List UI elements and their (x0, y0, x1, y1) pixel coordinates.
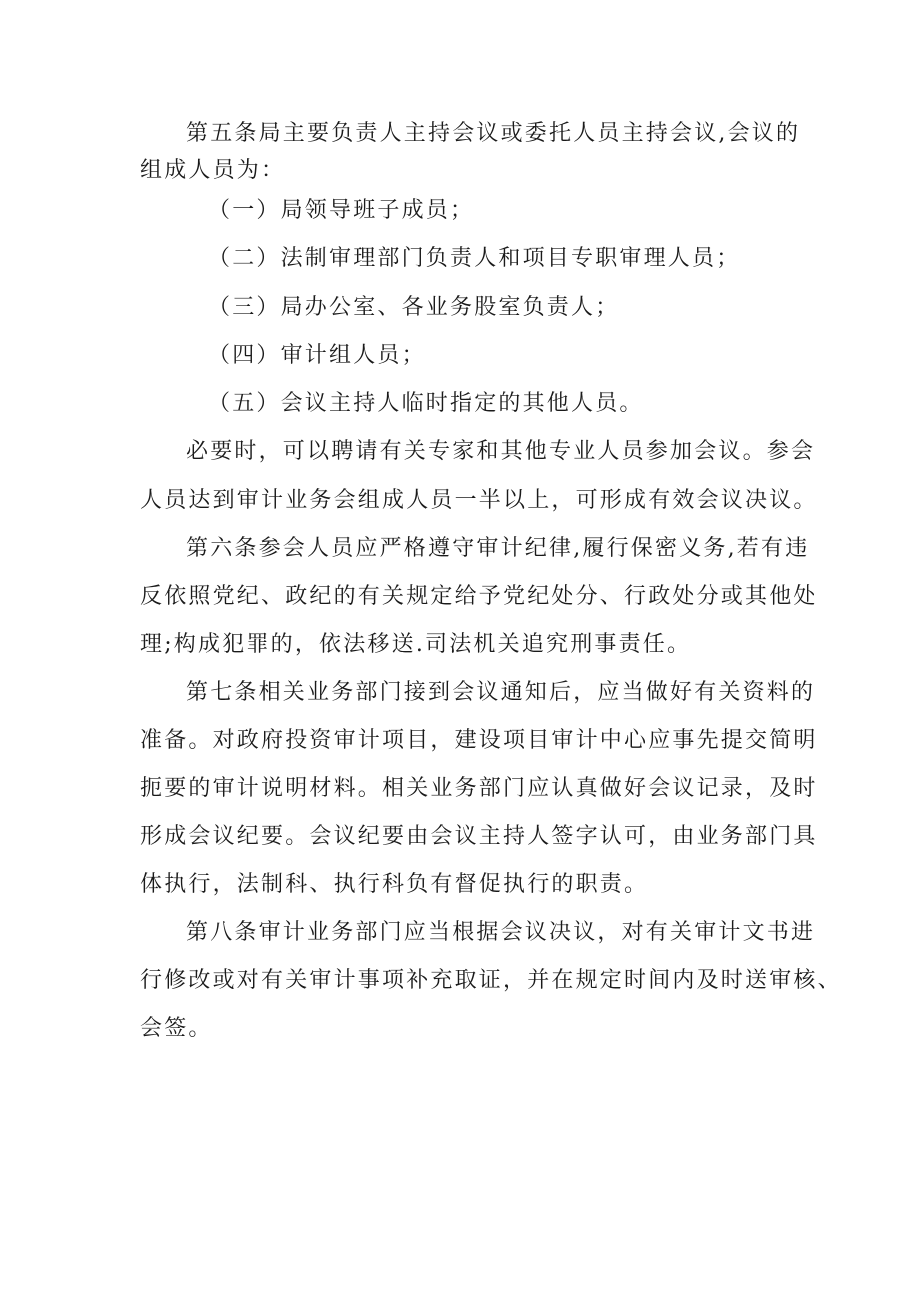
article-6-line-1: 第六条参会人员应严格遵守审计纪律,履行保密义务,若有违 (186, 536, 810, 561)
list-item-3: （三）局办公室、各业务股室负责人； (208, 295, 620, 320)
note-line-1: 必要时，可以聘请有关专家和其他专业人员参加会议。参会 (186, 439, 816, 464)
article-5-line-2: 组成人员为： (140, 158, 286, 183)
list-item-2: （二）法制审理部门负责人和项目专职审理人员； (208, 246, 741, 271)
article-6-line-2: 反依照党纪、政纪的有关规定给予党纪处分、行政处分或其他处 (140, 584, 818, 609)
article-6-line-3: 理;构成犯罪的，依法移送.司法机关追究刑事责任。 (140, 632, 692, 657)
article-7-line-4: 形成会议纪要。会议纪要由会议主持人签字认可，由业务部门具 (140, 824, 818, 849)
article-7-line-2: 准备。对政府投资审计项目，建设项目审计中心应事先提交简明 (140, 728, 818, 753)
article-7-line-3: 扼要的审计说明材料。相关业务部门应认真做好会议记录，及时 (140, 776, 818, 801)
article-8-line-3: 会签。 (140, 1016, 213, 1041)
article-7-line-5: 体执行，法制科、执行科负有督促执行的职责。 (140, 872, 649, 897)
article-8-line-2: 行修改或对有关审计事项补充取证，并在规定时间内及时送审核、 (140, 968, 842, 993)
list-item-1: （一）局领导班子成员； (208, 198, 475, 223)
article-7-line-1: 第七条相关业务部门接到会议通知后，应当做好有关资料的 (186, 680, 816, 705)
article-8-line-1: 第八条审计业务部门应当根据会议决议，对有关审计文书进 (186, 920, 816, 945)
list-item-5: （五）会议主持人临时指定的其他人员。 (208, 391, 644, 416)
article-5-line-1: 第五条局主要负责人主持会议或委托人员主持会议,会议的 (186, 121, 801, 146)
note-line-2: 人员达到审计业务会组成人员一半以上，可形成有效会议决议。 (140, 488, 818, 513)
list-item-4: （四）审计组人员； (208, 343, 426, 368)
